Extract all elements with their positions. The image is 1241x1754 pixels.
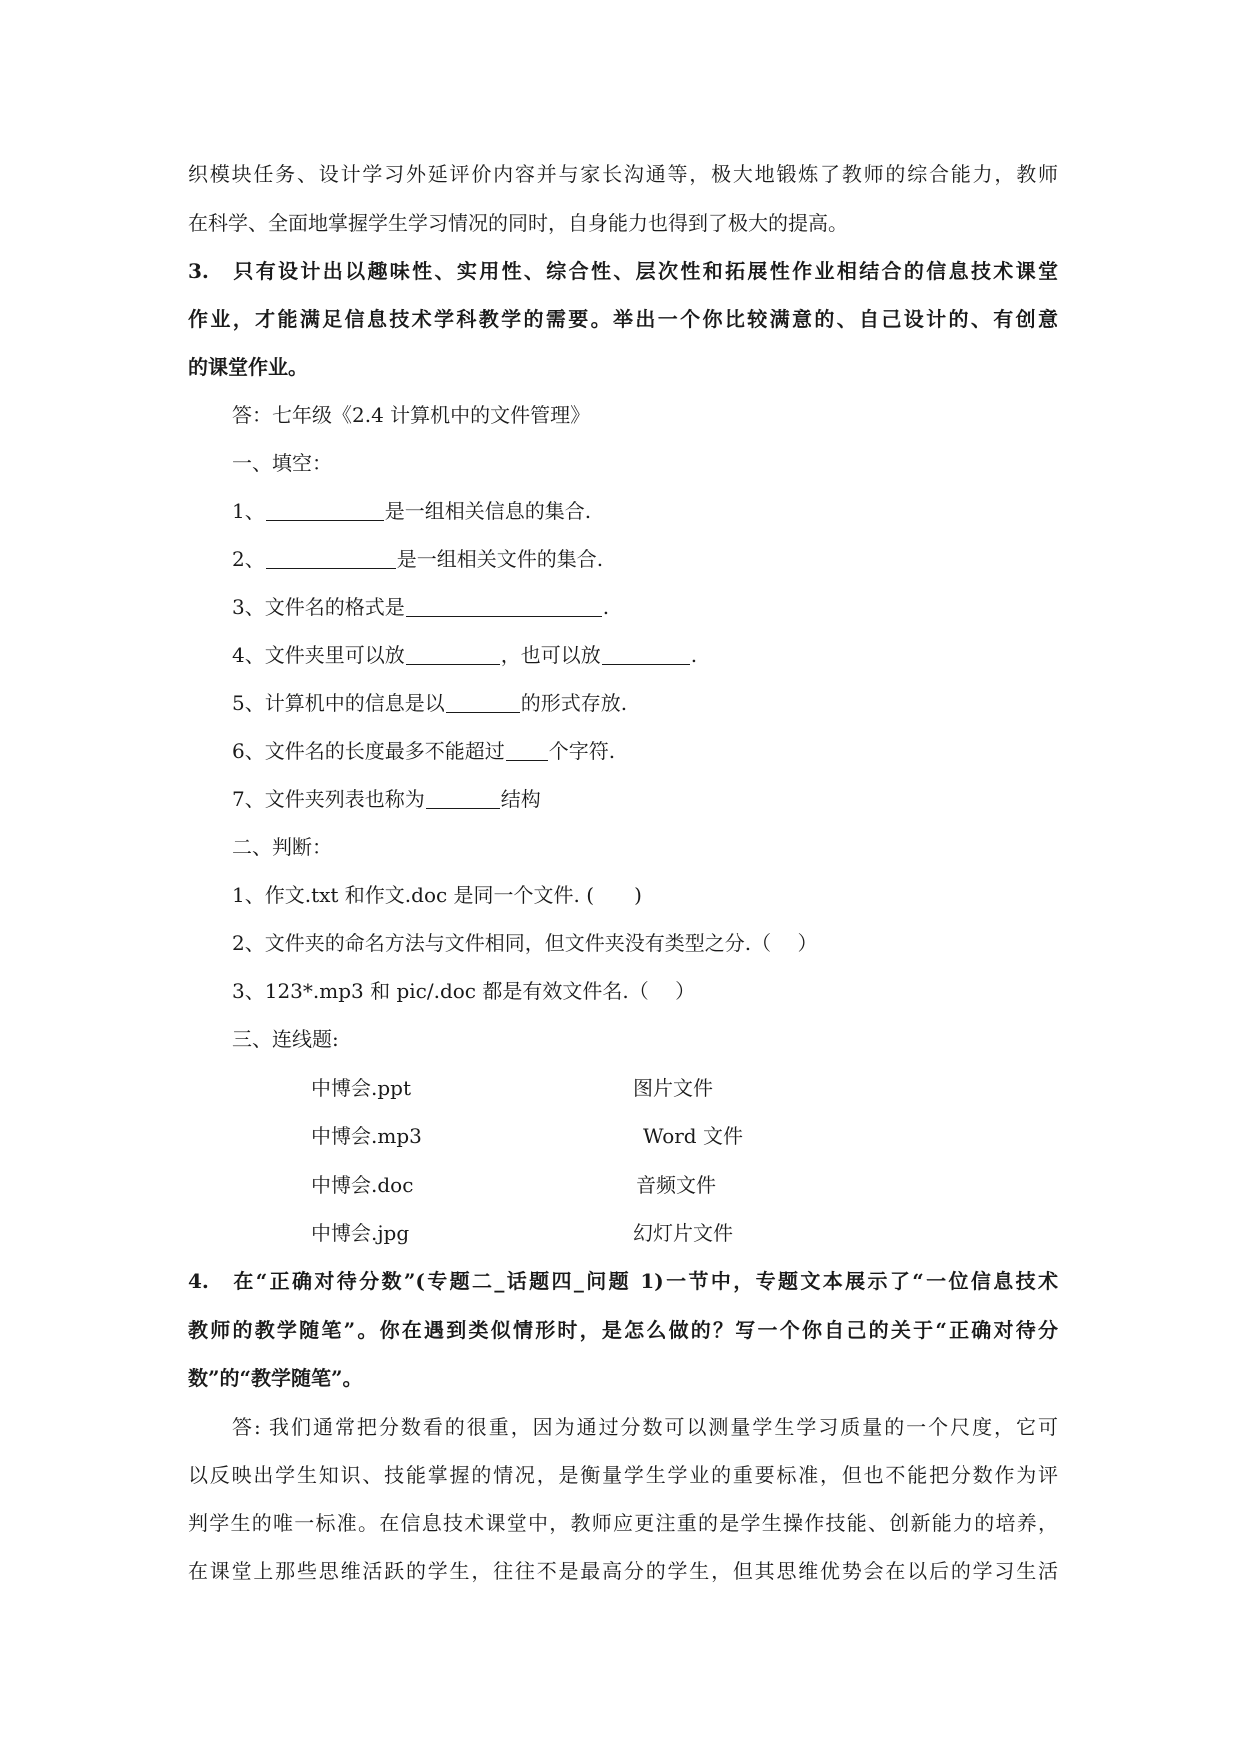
fill-item-7: 7、文件夹列表也称为 结构 [232, 787, 541, 811]
fill-blank [602, 644, 690, 665]
match-right-4: 幻灯片文件 [633, 1221, 733, 1245]
question4-line-2: 教师的教学随笔”。你在遇到类似情形时，是怎么做的？写一个你自己的关于“正确对待分 [188, 1318, 1058, 1342]
fill-blank [506, 740, 548, 761]
match-right-1: 图片文件 [633, 1076, 713, 1100]
question3-line-3: 的课堂作业。 [188, 355, 308, 379]
match-left-4: 中博会.jpg [311, 1221, 410, 1245]
answer3-title: 答：七年级《2.4 计算机中的文件管理》 [232, 403, 591, 427]
fill-heading: 一、填空： [232, 451, 332, 475]
match-heading: 三、连线题: [232, 1027, 339, 1051]
question4-number: 4. [188, 1269, 209, 1293]
intro-line-1: 织模块任务、设计学习外延评价内容并与家长沟通等，极大地锻炼了教师的综合能力，教师 [188, 162, 1058, 186]
answer4-line-2: 以反映出学生知识、技能掌握的情况，是衡量学生学业的重要标准，但也不能把分数作为评 [188, 1463, 1058, 1487]
fill-item-3: 3、文件名的格式是 . [232, 595, 610, 619]
fill-blank [406, 644, 500, 665]
judge-item-2: 2、文件夹的命名方法与文件相同，但文件夹没有类型之分.（ ） [232, 931, 818, 955]
intro-line-2: 在科学、全面地掌握学生学习情况的同时，自身能力也得到了极大的提高。 [188, 211, 848, 235]
fill-blank [426, 788, 500, 809]
fill-item-5: 5、计算机中的信息是以 的形式存放. [232, 691, 628, 715]
question3-line-2: 作业，才能满足信息技术学科教学的需要。举出一个你比较满意的、自己设计的、有创意 [188, 307, 1058, 331]
judge-heading: 二、判断： [232, 835, 332, 859]
fill-item-1: 1、 是一组相关信息的集合. [232, 499, 592, 523]
fill-blank [266, 500, 384, 521]
answer4-line-4: 在课堂上那些思维活跃的学生，往往不是最高分的学生，但其思维优势会在以后的学习生活 [188, 1559, 1058, 1583]
answer4-line-1: 答: 我们通常把分数看的很重，因为通过分数可以测量学生学习质量的一个尺度，它可 [232, 1415, 1058, 1439]
match-left-1: 中博会.ppt [311, 1076, 411, 1100]
match-left-2: 中博会.mp3 [311, 1124, 422, 1148]
question3-number: 3. [188, 259, 209, 283]
match-left-3: 中博会.doc [311, 1173, 414, 1197]
fill-item-6: 6、文件名的长度最多不能超过 个字符. [232, 739, 616, 763]
answer4-line-3: 判学生的唯一标准。在信息技术课堂中，教师应更注重的是学生操作技能、创新能力的培养， [188, 1511, 1058, 1535]
question3-line-1 [188, 257, 1058, 285]
fill-item-4: 4、文件夹里可以放 ，也可以放 . [232, 643, 698, 667]
question4-text-1: 在“正确对待分数”(专题二_话题四_问题 1)一节中，专题文本展示了“一位信息技术 [231, 1269, 1058, 1293]
match-right-2: Word 文件 [643, 1124, 743, 1148]
question4-line-3: 数”的“教学随笔”。 [188, 1366, 363, 1390]
question3-text-1: 只有设计出以趣味性、实用性、综合性、层次性和拓展性作业相结合的信息技术课堂 [231, 259, 1058, 283]
fill-blank [266, 548, 396, 569]
judge-item-3: 3、123*.mp3 和 pic/.doc 都是有效文件名.（ ） [232, 979, 696, 1003]
question4-line-1 [188, 1267, 1058, 1295]
match-right-3: 音频文件 [636, 1173, 716, 1197]
fill-blank [446, 692, 520, 713]
fill-blank [406, 596, 602, 617]
judge-item-1: 1、作文.txt 和作文.doc 是同一个文件. ( ) [232, 883, 642, 907]
fill-item-2: 2、 是一组相关文件的集合. [232, 547, 604, 571]
